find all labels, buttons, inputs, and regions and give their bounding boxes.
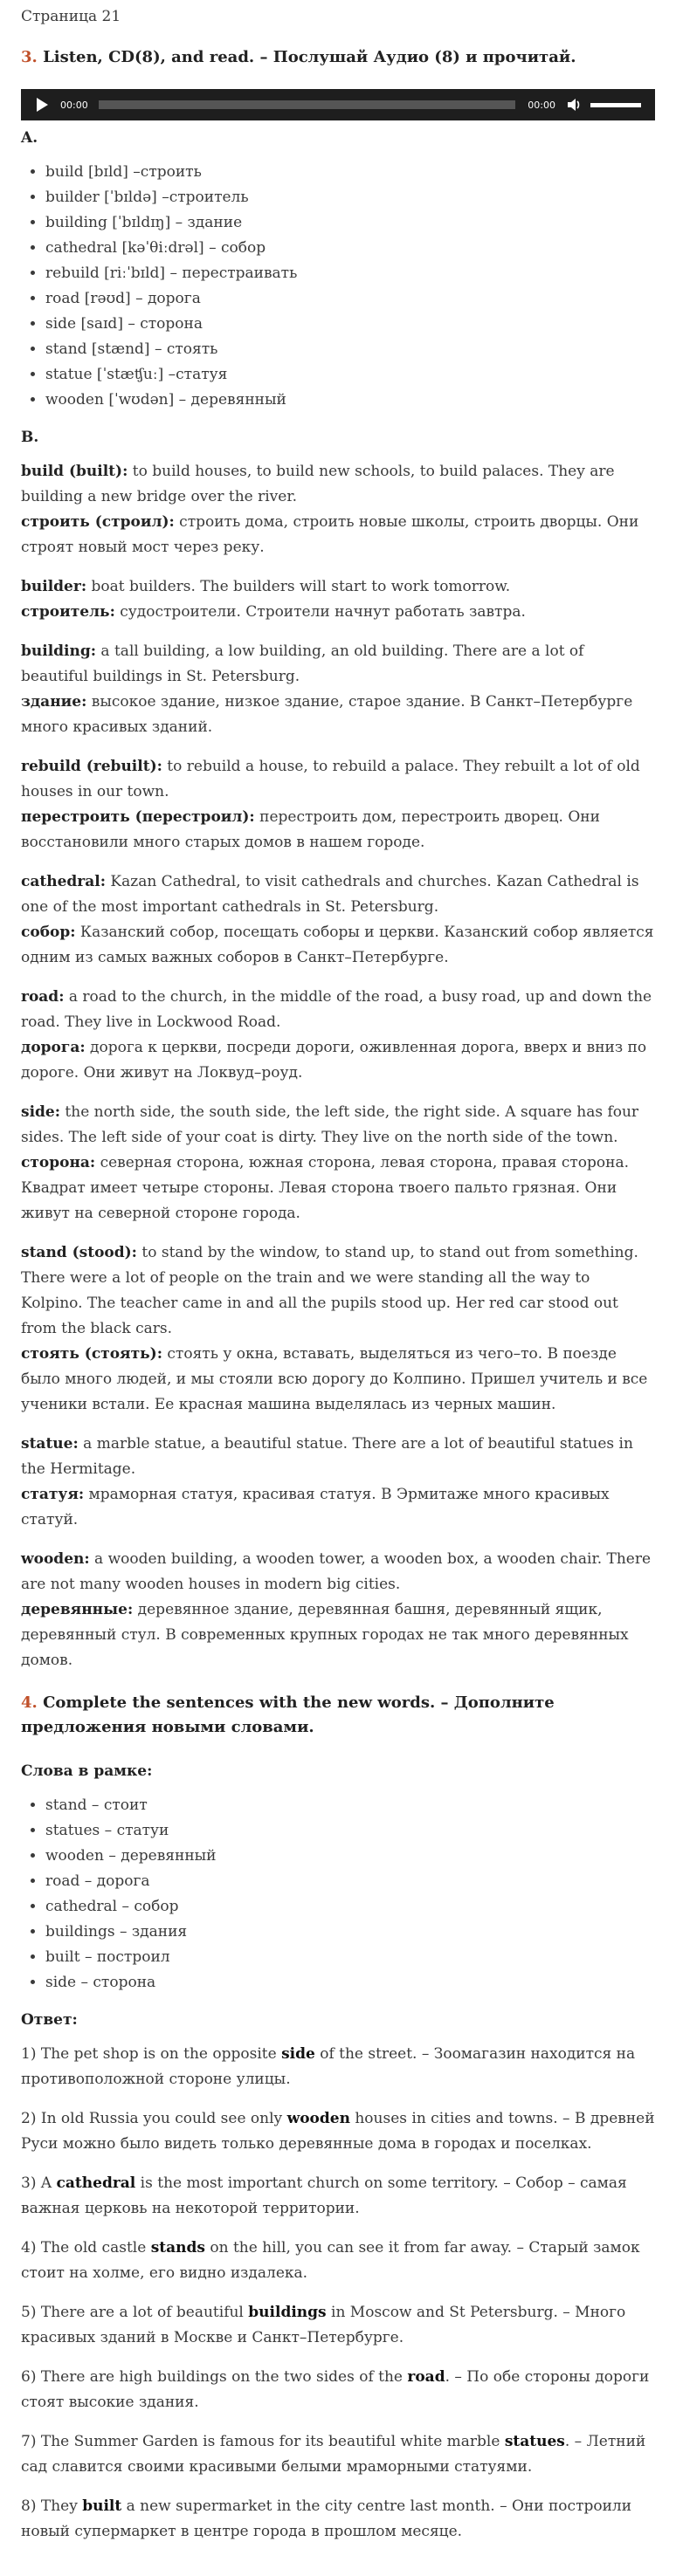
- entry-ru-text: стоять у окна, вставать, выделяться из чего–то. В поезде было много людей, и мы стояли всю дорогу до Колпино. Пришел учитель и все ученики встали. Ее красная машина выделялась из черных машин.: [21, 1345, 648, 1413]
- entry-ru-text: Казанский собор, посещать соборы и церкви. Казанский собор является одним из самых важных соборов в Санкт–Петербурге.: [21, 924, 654, 966]
- entry-ru-head: строитель:: [21, 603, 115, 621]
- entry-en: [21, 1100, 655, 1151]
- entry-en: [21, 754, 655, 805]
- answer-item: [21, 2429, 655, 2480]
- exercise-3-text: Listen, CD(8), and read. – Послушай Аудио (8) и прочитай.: [43, 48, 576, 66]
- answer-post: on the hill, you can see it from far away. – Старый замок стоит на холме, его видно издалека.: [21, 2239, 640, 2282]
- entry-en: [21, 985, 655, 1035]
- entry-en-head: road:: [21, 988, 65, 1006]
- answer-word: stands: [150, 2239, 205, 2257]
- entry-en: [21, 869, 655, 920]
- entry-en-head: wooden:: [21, 1550, 90, 1568]
- answer-pre: 4) The old castle: [21, 2239, 151, 2257]
- entry: [21, 639, 655, 740]
- entry: [21, 869, 655, 971]
- entry-en-head: statue:: [21, 1435, 79, 1453]
- answer-pre: 5) There are a lot of beautiful: [21, 2304, 249, 2321]
- entry-en-head: rebuild (rebuilt):: [21, 758, 162, 775]
- entry: [21, 459, 655, 560]
- entry-en-head: builder:: [21, 578, 87, 595]
- entry: [21, 574, 655, 625]
- answer-post: of the street. – Зоомагазин находится на противоположной стороне улицы.: [21, 2045, 636, 2088]
- current-time: 00:00: [60, 99, 88, 111]
- list-item: • statue [ˈstæʧuː] –статуя: [45, 362, 655, 388]
- entry-en: [21, 1547, 655, 1597]
- entry-ru-head: деревянные:: [21, 1601, 134, 1618]
- part-a-label: A.: [21, 129, 38, 147]
- duration: 00:00: [528, 99, 555, 111]
- entry-en-text: Kazan Cathedral, to visit cathedrals and churches. Kazan Cathedral is one of the most important cathedrals in St. Petersburg.: [21, 873, 639, 916]
- answer-item: [21, 2171, 655, 2222]
- entry-en-text: a tall building, a low building, an old building. There are a lot of beautiful buildings in St. Petersburg.: [21, 642, 584, 685]
- entry-ru-text: перестроить дом, перестроить дворец. Они восстановили много старых домов в нашем городе.: [21, 808, 600, 851]
- entry-en-text: a marble statue, a beautiful statue. There are a lot of beautiful statues in the Hermitage.: [21, 1435, 633, 1478]
- list-item: • road [rəʊd] – дорога: [45, 286, 655, 312]
- word-box-label: Слова в рамке:: [21, 1762, 153, 1780]
- answer-word: road: [407, 2368, 445, 2386]
- progress-bar[interactable]: [99, 100, 516, 109]
- exercise-4-title: [21, 1691, 655, 1740]
- entry: [21, 1547, 655, 1673]
- entry-ru-text: высокое здание, низкое здание, старое здание. В Санкт–Петербурге много красивых зданий.: [21, 693, 633, 736]
- answer-word: buildings: [248, 2304, 327, 2321]
- list-item: • cathedral [kəˈθiːdrəl] – собор: [45, 236, 655, 261]
- answer-post: is the most important church on some territory. – Собор – самая важная церковь на некоторой территории.: [21, 2174, 627, 2217]
- entry-en-text: a wooden building, a wooden tower, a wooden box, a wooden chair. There are not many wooden houses in modern big cities.: [21, 1550, 652, 1593]
- entry-ru: [21, 805, 655, 855]
- entry: [21, 754, 655, 855]
- exercise-4-text: Complete the sentences with the new words. – Дополните предложения новыми словами.: [21, 1693, 555, 1736]
- entry-en-head: side:: [21, 1103, 61, 1121]
- exercise-3-title: [21, 45, 655, 70]
- word-list: [21, 160, 655, 413]
- answer-item: [21, 2300, 655, 2351]
- answer-pre: 2) In old Russia you could see only: [21, 2110, 287, 2127]
- list-item: • rebuild [riːˈbɪld] – перестраивать: [45, 261, 655, 286]
- entry-en-text: to build houses, to build new schools, to build palaces. They are building a new bridge over the river.: [21, 463, 615, 505]
- entry-ru-text: деревянное здание, деревянная башня, деревянный ящик, деревянный стул. В современных крупных городах не так много деревянных домов.: [21, 1601, 629, 1669]
- answer-item: [21, 2494, 655, 2545]
- list-item: • builder [ˈbɪldə] –строитель: [45, 185, 655, 210]
- entry-ru-head: стоять (стоять):: [21, 1345, 162, 1363]
- answer-word: built: [82, 2497, 122, 2515]
- entry-en-head: stand (stood):: [21, 1244, 137, 1261]
- entry-en-head: cathedral:: [21, 873, 106, 890]
- answer-pre: 8) They: [21, 2497, 83, 2515]
- list-item: • road – дорога: [45, 1869, 655, 1894]
- answer-pre: 1) The pet shop is on the opposite: [21, 2045, 282, 2063]
- entry: [21, 985, 655, 1086]
- entry: [21, 1100, 655, 1226]
- entry-en-head: building:: [21, 642, 97, 660]
- list-item: • statues – статуи: [45, 1818, 655, 1844]
- audio-player: [21, 89, 655, 120]
- volume-slider[interactable]: [590, 103, 641, 107]
- entry-en-text: boat builders. The builders will start to work tomorrow.: [86, 578, 511, 595]
- entry-en-text: the north side, the south side, the left side, the right side. A square has four sides. The left side of your coat is dirty. They live on the north side of the town.: [21, 1103, 639, 1146]
- page-title: Страница 21: [21, 8, 121, 25]
- answer-pre: 7) The Summer Garden is famous for its beautiful white marble: [21, 2433, 505, 2450]
- list-item: • wooden [ˈwʊdən] – деревянный: [45, 388, 655, 413]
- entry-ru-head: собор:: [21, 924, 76, 941]
- word-box-list: [21, 1793, 655, 1996]
- answer-word: side: [281, 2045, 315, 2063]
- answers: [21, 2042, 655, 2545]
- entry-en-text: to stand by the window, to stand up, to stand out from something. There were a lot of people on the train and we were standing all the way to Kolpino. The teacher came in and all the pupils stood up. Her red car stood out from the black cars.: [21, 1244, 638, 1337]
- list-item: • built – построил: [45, 1945, 655, 1970]
- entry-ru-text: судостроители. Строители начнут работать завтра.: [114, 603, 526, 621]
- entry-en: [21, 1240, 655, 1342]
- entry-ru: [21, 1035, 655, 1086]
- answer-item: [21, 2042, 655, 2092]
- answer-label: Ответ:: [21, 2011, 78, 2029]
- entry-ru: [21, 1151, 655, 1226]
- answer-pre: 6) There are high buildings on the two sides of the: [21, 2368, 408, 2386]
- entry-ru-head: строить (строил):: [21, 513, 175, 531]
- entry-ru: [21, 600, 655, 625]
- answer-word: wooden: [286, 2110, 350, 2127]
- answer-item: [21, 2236, 655, 2286]
- entry-ru: [21, 920, 655, 971]
- answer-post: in Moscow and St Petersburg. – Много красивых зданий в Москве и Санкт–Петербурге.: [21, 2304, 626, 2346]
- entry-ru-text: северная сторона, южная сторона, левая сторона, правая сторона. Квадрат имеет четыре стороны. Левая сторона твоего пальто грязная. Они живут на северной стороне города.: [21, 1154, 629, 1222]
- entry: [21, 1432, 655, 1533]
- list-item: • stand – стоит: [45, 1793, 655, 1818]
- entry-ru-text: строить дома, строить новые школы, строить дворцы. Они строят новый мост через реку.: [21, 513, 639, 556]
- entry-ru: [21, 1342, 655, 1418]
- answer-item: [21, 2365, 655, 2415]
- entry-ru: [21, 690, 655, 740]
- entry-ru-head: статуя:: [21, 1486, 85, 1503]
- list-item: • cathedral – собор: [45, 1894, 655, 1920]
- entry-en: [21, 459, 655, 510]
- entry-en-head: build (built):: [21, 463, 128, 480]
- entry-en: [21, 1432, 655, 1482]
- list-item: • side [saɪd] – сторона: [45, 312, 655, 337]
- answer-post: houses in cities and towns. – В древней Руси можно было видеть только деревянные дома в городах и поселках.: [21, 2110, 655, 2153]
- answer-post: a new supermarket in the city centre last month. – Они построили новый супермаркет в центре города в прошлом месяце.: [21, 2497, 632, 2540]
- entry-ru-head: здание:: [21, 693, 87, 711]
- entry-en: [21, 574, 655, 600]
- exercise-4-number: 4.: [21, 1693, 38, 1712]
- play-icon[interactable]: [37, 98, 48, 112]
- answer-word: cathedral: [56, 2174, 136, 2192]
- part-b-label: B.: [21, 429, 39, 446]
- entry-en: [21, 639, 655, 690]
- answer-word: statues: [504, 2433, 565, 2450]
- entries: [21, 459, 655, 1673]
- entry-ru-head: перестроить (перестроил):: [21, 808, 255, 826]
- entry-ru: [21, 1482, 655, 1533]
- answer-post: . – Летний сад славится своими красивыми белыми мраморными статуями.: [21, 2433, 646, 2476]
- entry-ru: [21, 1597, 655, 1673]
- entry-ru-head: дорога:: [21, 1039, 86, 1056]
- volume-icon[interactable]: [566, 97, 582, 113]
- answer-pre: 3) A: [21, 2174, 57, 2192]
- entry-en-text: to rebuild a house, to rebuild a palace. They rebuilt a lot of old houses in our town.: [21, 758, 640, 800]
- list-item: • side – сторона: [45, 1970, 655, 1996]
- list-item: • buildings – здания: [45, 1920, 655, 1945]
- answer-item: [21, 2106, 655, 2157]
- entry-ru-text: дорога к церкви, посреди дороги, оживленная дорога, вверх и вниз по дороге. Они живут на Локвуд–роуд.: [21, 1039, 647, 1082]
- exercise-3-number: 3.: [21, 48, 38, 66]
- entry-ru-head: сторона:: [21, 1154, 96, 1171]
- list-item: • building [ˈbɪldɪŋ] – здание: [45, 210, 655, 236]
- entry: [21, 1240, 655, 1418]
- list-item: • stand [stænd] – стоять: [45, 337, 655, 362]
- entry-en-text: a road to the church, in the middle of the road, a busy road, up and down the road. They live in Lockwood Road.: [21, 988, 652, 1031]
- answer-post: . – По обе стороны дороги стоят высокие здания.: [21, 2368, 650, 2411]
- list-item: • build [bɪld] –строить: [45, 160, 655, 185]
- entry-ru-text: мраморная статуя, красивая статуя. В Эрмитаже много красивых статуй.: [21, 1486, 610, 1528]
- entry-ru: [21, 510, 655, 560]
- list-item: • wooden – деревянный: [45, 1844, 655, 1869]
